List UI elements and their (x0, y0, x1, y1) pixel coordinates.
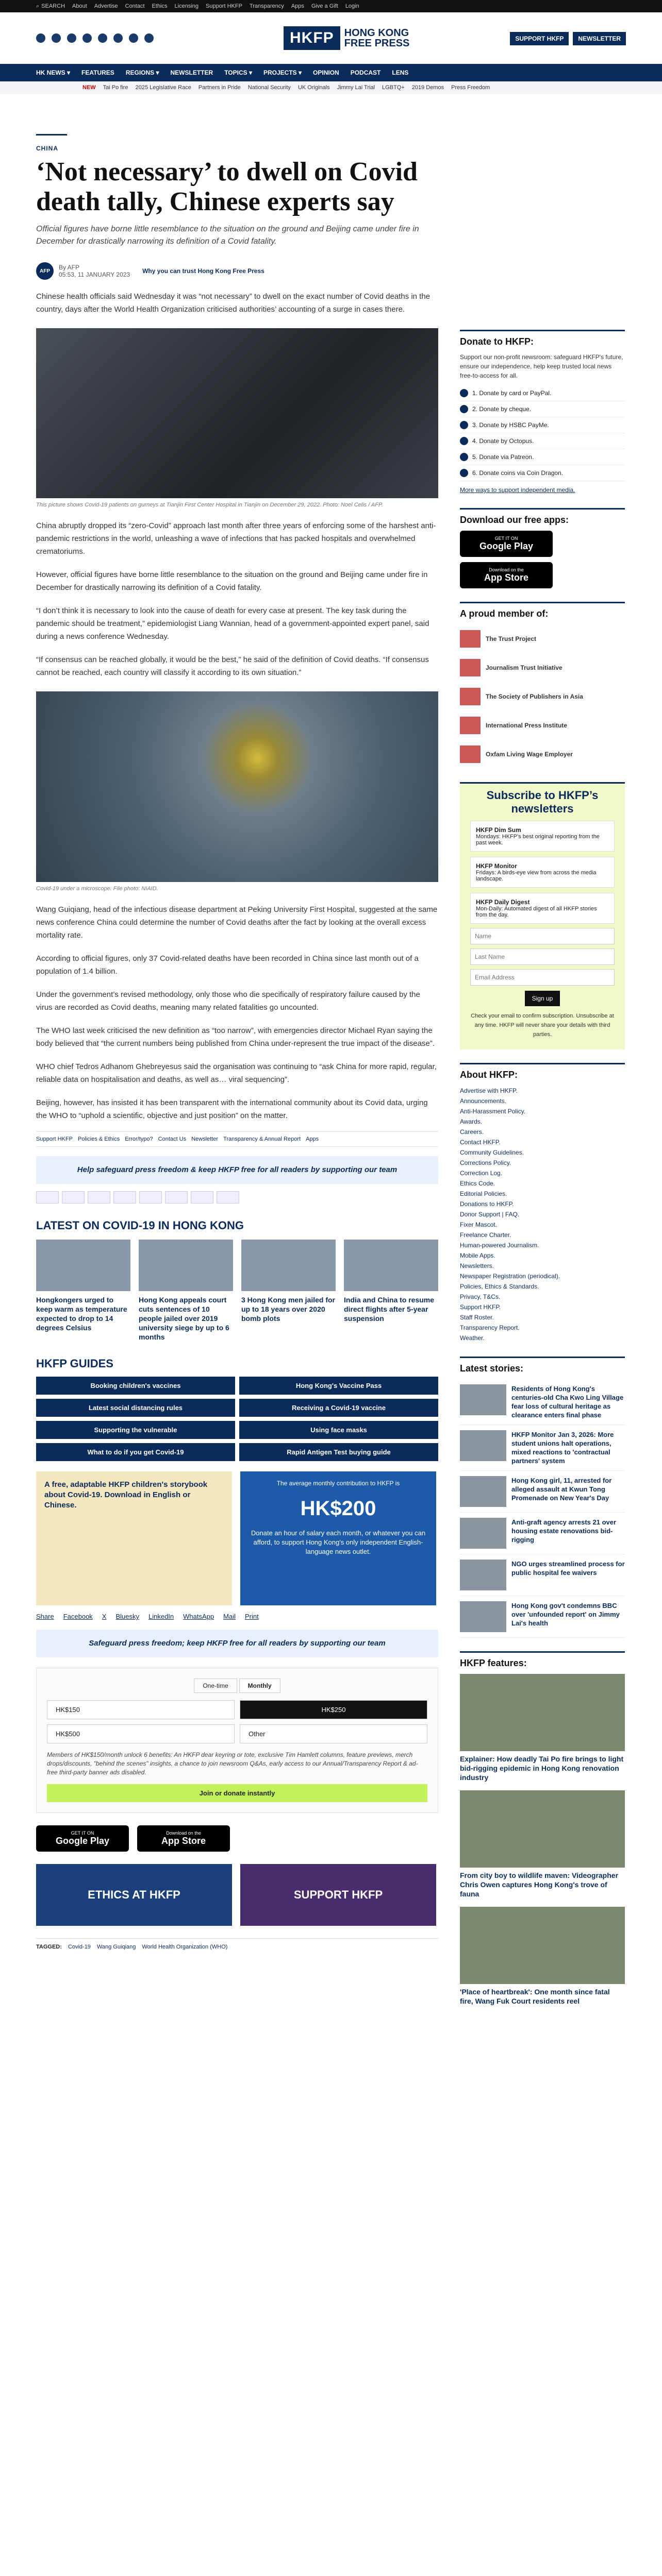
google-play-badge[interactable] (36, 1825, 129, 1852)
support-hkfp-button[interactable]: SUPPORT HKFP (510, 32, 569, 45)
option-desc: Mon-Daily: Automated digest of all HKFP stories from the day. (476, 906, 597, 918)
instagram-icon[interactable] (67, 33, 76, 43)
amount-option-selected[interactable]: HK$250 (240, 1700, 427, 1719)
patreon-icon (460, 453, 468, 461)
amount-option[interactable]: HK$500 (47, 1724, 235, 1743)
tab-monthly[interactable]: Monthly (239, 1679, 280, 1693)
x-icon[interactable] (52, 33, 61, 43)
about-link[interactable]: Contact HKFP. (460, 1139, 501, 1146)
search-link[interactable]: ⌕ SEARCH (36, 3, 65, 9)
virus-microscope-photo (36, 691, 438, 882)
topbar-link-advertise[interactable]: Advertise (94, 3, 118, 9)
member-logo[interactable]: The Trust Project (460, 624, 625, 653)
coin-icon (460, 469, 468, 477)
trending-link[interactable]: National Security (247, 84, 291, 91)
app-badges (36, 1825, 438, 1852)
story-title: Hong Kong girl, 11, arrested for alleged assault at Kwun Tong Promenade on New Year's Day (511, 1477, 612, 1502)
option-desc: Fridays: A birds-eye view from across the media landscape. (476, 870, 597, 882)
topbar-link-support[interactable]: Support HKFP (206, 3, 242, 9)
card-thumbnail (139, 1240, 233, 1291)
newsletter-option[interactable] (470, 893, 615, 924)
oxfam-logo (460, 745, 481, 763)
story-thumbnail (460, 1518, 506, 1549)
support-banner[interactable]: Help safeguard press freedom & keep HKFP free for all readers by supporting our team (36, 1156, 438, 1184)
topbar-link-ethics[interactable]: Ethics (152, 3, 168, 9)
paragraph: China abruptly dropped its “zero-Covid” approach last month after three years of enforcing some of the harshest anti-pandemic restrictions in the world, unleashing a wave of infections that has packed hospitals and overwhelmed crematoriums. (36, 521, 436, 556)
contribution-intro: The average monthly contribution to HKFP is (276, 1480, 400, 1487)
card-title: Hong Kong appeals court cuts sentences of 10 people jailed over 2019 university siege by up to 6 months (139, 1296, 229, 1341)
site-header (0, 12, 662, 64)
nav-topics[interactable]: TOPICS ▾ (224, 69, 252, 76)
guide-button[interactable]: Hong Kong's Vaccine Pass (239, 1377, 438, 1395)
nav-hk-news[interactable]: HK NEWS ▾ (36, 69, 71, 76)
latest-covid-cards (36, 1240, 438, 1342)
last-name-field[interactable] (470, 948, 615, 965)
about-link[interactable]: Community Guidelines. (460, 1149, 524, 1156)
logo-wordmark: HONG KONG FREE PRESS (344, 27, 410, 49)
new-badge: NEW (82, 84, 96, 91)
author-avatar: AFP (36, 262, 54, 280)
story-thumbnail (460, 1430, 506, 1461)
story-item[interactable] (460, 1471, 625, 1513)
cheque-icon (460, 405, 468, 413)
tags-row (36, 1938, 438, 1950)
about-link[interactable]: Advertise with HKFP. (460, 1087, 518, 1094)
topbar-link-gift[interactable]: Give a Gift (311, 3, 338, 9)
about-link[interactable]: Support HKFP. (460, 1303, 501, 1311)
about-link[interactable]: Anti-Harassment Policy. (460, 1108, 526, 1115)
features-title: HKFP features: (460, 1658, 527, 1668)
apps-widget (460, 508, 625, 588)
story-thumbnail (460, 1601, 506, 1632)
payment-methods (36, 1191, 438, 1204)
nav-projects[interactable]: PROJECTS ▾ (263, 69, 302, 76)
mastercard-icon (62, 1191, 85, 1204)
nav-podcast[interactable]: PODCAST (350, 69, 381, 76)
about-link[interactable]: Donations to HKFP. (460, 1200, 514, 1208)
story-item[interactable] (460, 1596, 625, 1638)
news-card[interactable] (344, 1240, 438, 1342)
news-card[interactable] (241, 1240, 336, 1342)
guide-button[interactable]: Using face masks (239, 1421, 438, 1439)
membership-note: Members of HK$150/month unlock 6 benefits: An HKFP dear keyring or tote, exclusive Tim Hamlett columns, feature previews, merch drops/discounts, "behind the scenes" insights, a chance to join newsroom Q&As, early access to our Annual/Transparency Report & ad-free third-party banner ads disabled. (47, 1751, 418, 1776)
memberships-widget (460, 602, 625, 769)
newsletter-button[interactable]: NEWSLETTER (573, 32, 626, 45)
trending-link[interactable]: UK Originals (297, 84, 330, 91)
trust-link[interactable]: Why you can trust Hong Kong Free Press (142, 267, 264, 275)
nav-lens[interactable]: LENS (392, 69, 409, 76)
divider (36, 134, 67, 135)
donate-title: Donate to HKFP: (460, 336, 534, 347)
about-link[interactable]: Privacy, T&Cs. (460, 1293, 501, 1300)
topbar-link-licensing[interactable]: Licensing (174, 3, 198, 9)
rss-icon[interactable] (144, 33, 154, 43)
youtube-icon[interactable] (98, 33, 107, 43)
name-field[interactable] (470, 928, 615, 944)
footer-link[interactable]: Error/typo? (125, 1136, 153, 1142)
trending-link[interactable]: Partners in Pride (198, 84, 241, 91)
story-thumbnail (460, 1560, 506, 1590)
trust-project-logo (460, 630, 481, 648)
feature-item[interactable] (460, 1674, 625, 1782)
facebook-icon[interactable] (36, 33, 45, 43)
donate-method[interactable]: 2. Donate by cheque. (460, 401, 625, 417)
feature-title: From city boy to wildlife maven: Videographer Chris Owen captures Hong Kong's trove of fauna (460, 1871, 619, 1898)
newsletter-note: Check your email to confirm subscription. Unsubscribe at any time. HKFP will never share your details with third parties. (471, 1013, 614, 1038)
about-link[interactable]: Staff Roster. (460, 1314, 494, 1321)
footer-link[interactable]: Contact Us (158, 1136, 187, 1142)
storybook-promo[interactable] (36, 1471, 232, 1605)
tag-link[interactable]: Covid-19 (68, 1944, 91, 1950)
search-icon: ⌕ (36, 3, 40, 9)
story-item[interactable] (460, 1379, 625, 1425)
member-title: A proud member of: (460, 608, 549, 619)
tags-label: TAGGED: (36, 1944, 62, 1950)
topbar-link-transparency[interactable]: Transparency (249, 3, 284, 9)
feature-image (460, 1907, 625, 1984)
card-title: Hongkongers urged to keep warm as temperature expected to drop to 14 degrees Celsius (36, 1296, 127, 1332)
feature-title: Explainer: How deadly Tai Po fire brings to light bid-rigging epidemic in Hong Kong renovation industry (460, 1755, 624, 1782)
paragraph: Wang Guiqiang, head of the infectious disease department at Peking University First Hospital, suggested at the same news conference China could determine the number of Covid deaths after the fact by looking at the overall excess mortality rate. (36, 905, 438, 940)
guide-button[interactable]: Booking children's vaccines (36, 1377, 235, 1395)
share-linkedin[interactable]: LinkedIn (148, 1613, 174, 1620)
donate-method[interactable]: 3. Donate by HSBC PayMe. (460, 417, 625, 433)
trending-bar (0, 81, 662, 94)
donate-button[interactable]: Join or donate instantly (47, 1784, 427, 1802)
about-link[interactable]: Transparency Report. (460, 1324, 520, 1331)
support-hkfp-banner[interactable]: SUPPORT HKFP (240, 1864, 436, 1926)
topbar-link-login[interactable]: Login (345, 3, 359, 9)
card-title: India and China to resume direct flights after 5-year suspension (344, 1296, 435, 1323)
ethics-banner[interactable]: ETHICS AT HKFP (36, 1864, 232, 1926)
amount-option[interactable]: HK$150 (47, 1700, 235, 1719)
site-logo[interactable] (284, 23, 411, 54)
app-store-badge[interactable] (460, 562, 553, 588)
footer-link[interactable]: Newsletter (191, 1136, 219, 1142)
photo-caption: This picture shows Covid-19 patients on gurneys at Tianjin First Center Hospital in Tianjin on December 29, 2022. Photo: Noel Celis / AFP. (36, 502, 383, 508)
share-whatsapp[interactable]: WhatsApp (183, 1613, 214, 1620)
footer-links (36, 1131, 438, 1147)
app-store-badge[interactable] (137, 1825, 230, 1852)
about-link[interactable]: Editorial Policies. (460, 1190, 507, 1197)
story-thumbnail (460, 1384, 506, 1415)
feature-title: 'Place of heartbreak': One month since fatal fire, Wang Fuk Court residents reel (460, 1988, 610, 2005)
trending-link[interactable]: Press Freedom (451, 84, 490, 91)
paragraph: According to official figures, only 37 Covid-related deaths have been recorded in China since last month out of a population of 1.4 billion. (36, 954, 419, 976)
story-title: Hong Kong gov't condemns BBC over 'unfounded report' on Jimmy Lai's health (511, 1602, 620, 1627)
nav-features[interactable]: FEATURES (81, 69, 114, 76)
hospital-photo (36, 328, 438, 498)
tab-one-time[interactable]: One-time (194, 1679, 237, 1693)
member-logo[interactable]: Oxfam Living Wage Employer (460, 740, 625, 769)
paypal-icon (113, 1191, 136, 1204)
topbar-link-apps[interactable]: Apps (291, 3, 304, 9)
about-link[interactable]: Corrections Policy. (460, 1159, 511, 1166)
publish-date: 05:53, 11 JANUARY 2023 (59, 271, 130, 278)
badge-title: Google Play (479, 541, 534, 551)
article-title: ‘Not necessary’ to dwell on Covid death tally, Chinese experts say (36, 157, 418, 216)
nav-newsletter[interactable]: NEWSLETTER (170, 69, 213, 76)
donate-method[interactable]: 4. Donate by Octopus. (460, 433, 625, 449)
card-thumbnail (344, 1240, 438, 1291)
top-utility-bar (0, 0, 662, 12)
option-name: HKFP Dim Sum (476, 826, 521, 834)
author-name[interactable]: By AFP (59, 264, 80, 271)
trending-link[interactable]: 2025 Legislative Race (135, 84, 191, 91)
ipi-logo (460, 717, 481, 734)
footer-link[interactable]: Transparency & Annual Report (223, 1136, 301, 1142)
card-thumbnail (241, 1240, 336, 1291)
badge-title: App Store (484, 572, 528, 583)
latest-covid-title: LATEST ON COVID-19 IN HONG KONG (36, 1219, 244, 1232)
byline (36, 262, 438, 280)
feature-image (460, 1674, 625, 1751)
promo-row (36, 1471, 438, 1605)
tag-link[interactable]: Wang Guiqiang (96, 1944, 136, 1950)
story-title: NGO urges streamlined process for public hospital fee waivers (511, 1560, 625, 1577)
amex-icon (88, 1191, 110, 1204)
share-facebook[interactable]: Facebook (63, 1613, 93, 1620)
about-link[interactable]: Careers. (460, 1128, 484, 1136)
main-nav (0, 64, 662, 81)
member-logo[interactable]: International Press Institute (460, 711, 625, 740)
newsletter-option[interactable] (470, 857, 615, 888)
badge-title: App Store (161, 1836, 206, 1846)
about-link[interactable]: Announcements. (460, 1097, 507, 1105)
share-x[interactable]: X (102, 1613, 107, 1620)
share-bar (36, 1613, 438, 1620)
latest-stories-widget (460, 1357, 625, 1638)
applepay-icon (191, 1191, 213, 1204)
badge-caption: Download on the (166, 1831, 201, 1836)
sopa-logo (460, 688, 481, 705)
guide-button[interactable]: Supporting the vulnerable (36, 1421, 235, 1439)
trending-link[interactable]: LGBTQ+ (382, 84, 405, 91)
share-print[interactable]: Print (244, 1613, 259, 1620)
threads-icon[interactable] (82, 33, 92, 43)
feature-image (460, 1790, 625, 1868)
about-link[interactable]: Newspaper Registration (periodical). (460, 1273, 560, 1280)
paragraph: WHO chief Tedros Adhanom Ghebreyesus said the organisation was continuing to “ask China for more rapid, regular, reliable data on hospitalisation and deaths, as well as… viral sequencing”. (36, 1062, 437, 1084)
newsletter-title: Subscribe to HKFP’s newsletters (486, 789, 599, 815)
card-thumbnail (36, 1240, 130, 1291)
about-link[interactable]: Correction Log. (460, 1170, 503, 1177)
about-link[interactable]: Freelance Charter. (460, 1231, 511, 1239)
story-title: Residents of Hong Kong's centuries-old Cha Kwo Ling Village fear loss of cultural heritage as clearance enters final phase (511, 1385, 624, 1419)
amount-other[interactable]: Other (240, 1724, 427, 1743)
bottom-banners (36, 1864, 438, 1926)
article-dek: Official figures have borne little resemblance to the situation on the ground and Beijing came under fire in December for drastically narrowing its definition of a Covid fatality. (36, 225, 419, 246)
newsletter-option[interactable] (470, 821, 615, 852)
photo-caption: Covid-19 under a microscope. File photo: NIAID. (36, 886, 158, 892)
paragraph: “If consensus can be reached globally, it would be the best,” he said of the definition of Covid deaths. “If consensus cannot be reached, each country will classify it according to its own situation.” (36, 655, 429, 677)
donate-method[interactable]: 6. Donate coins via Coin Dragon. (460, 465, 625, 481)
visa-icon (36, 1191, 59, 1204)
badge-caption: GET IT ON (494, 536, 518, 541)
support-banner-2[interactable]: Safeguard press freedom; keep HKFP free for all readers by supporting our team (36, 1630, 438, 1657)
about-link[interactable]: Human-powered Journalism. (460, 1242, 539, 1249)
payme-icon (460, 421, 468, 429)
story-title: HKFP Monitor Jan 3, 2026: More student unions halt operations, mixed reactions to 'contractual partners' system (511, 1431, 614, 1465)
features-widget (460, 1651, 625, 2006)
about-link[interactable]: Awards. (460, 1118, 483, 1125)
story-item[interactable] (460, 1425, 625, 1471)
paragraph: Beijing, however, has insisted it has been transparent with the international community about its Covid data, urging the WHO to “uphold a scientific, objective and just position” on the matter. (36, 1098, 428, 1120)
donation-widget (36, 1668, 438, 1813)
footer-link[interactable]: Apps (306, 1136, 319, 1142)
signup-button[interactable]: Sign up (525, 991, 560, 1006)
stories-title: Latest stories: (460, 1363, 524, 1374)
badge-title: Google Play (55, 1836, 110, 1846)
contribution-body: Donate an hour of salary each month, or whatever you can afford, to support Hong Kong's only independent English-language news outlet. (251, 1529, 426, 1555)
share-bluesky[interactable]: Bluesky (115, 1613, 139, 1620)
member-logo[interactable]: The Society of Publishers in Asia (460, 682, 625, 711)
story-item[interactable] (460, 1554, 625, 1596)
more-ways-link[interactable]: More ways to support independent media. (460, 486, 575, 494)
paragraph: Under the government’s revised methodology, only those who die specifically of respiratory failure caused by the virus are recorded as Covid deaths, meaning many related fatalities go uncounted. (36, 990, 420, 1012)
trending-link[interactable]: Tai Po fire (103, 84, 128, 91)
trending-link[interactable]: 2019 Demos (411, 84, 444, 91)
footer-link[interactable]: Support HKFP (36, 1136, 73, 1142)
trending-link[interactable]: Jimmy Lai Trial (337, 84, 375, 91)
article-category[interactable]: CHINA (36, 145, 58, 152)
donate-widget (460, 330, 625, 495)
option-desc: Mondays: HKFP's best original reporting from the past week. (476, 834, 600, 846)
article-body (36, 290, 438, 1122)
email-field[interactable] (470, 969, 615, 986)
octopus-icon (460, 437, 468, 445)
option-name: HKFP Daily Digest (476, 899, 530, 906)
guide-button[interactable]: Latest social distancing rules (36, 1399, 235, 1417)
story-title: Anti-graft agency arrests 21 over housing estate renovations bid-rigging (511, 1518, 617, 1544)
about-link[interactable]: Ethics Code. (460, 1180, 495, 1187)
member-logo[interactable]: Journalism Trust Initiative (460, 653, 625, 682)
contribution-promo[interactable] (240, 1471, 436, 1605)
story-item[interactable] (460, 1513, 625, 1554)
donate-method[interactable]: 5. Donate via Patreon. (460, 449, 625, 465)
nav-opinion[interactable]: OPINION (313, 69, 339, 76)
option-name: HKFP Monitor (476, 862, 517, 870)
logo-mark: HKFP (284, 26, 340, 50)
card-icon (460, 389, 468, 397)
feature-item[interactable] (460, 1907, 625, 2006)
card-title: 3 Hong Kong men jailed for up to 18 years over 2020 bomb plots (241, 1296, 336, 1323)
footer-link[interactable]: Policies & Ethics (77, 1136, 120, 1142)
contribution-amount: HK$200 (300, 1497, 376, 1520)
paragraph: “I don’t think it is necessary to look into the cause of death for every case at present. The key task during the pandemic should be treatment,” epidemiologist Liang Wannian, head of a government-appointed expert panel, said during a news conference Wednesday. (36, 606, 429, 641)
guides-grid (36, 1377, 438, 1461)
share-mail[interactable]: Mail (223, 1613, 236, 1620)
jti-logo (460, 659, 481, 676)
topbar-link-about[interactable]: About (72, 3, 87, 9)
share-label: Share (36, 1613, 54, 1620)
sidebar (460, 330, 625, 2019)
apps-title: Download our free apps: (460, 515, 569, 525)
payme-icon (139, 1191, 162, 1204)
telegram-icon[interactable] (129, 33, 138, 43)
news-card[interactable] (139, 1240, 233, 1342)
newsletter-widget (460, 782, 625, 1049)
story-thumbnail (460, 1476, 506, 1507)
linkedin-icon[interactable] (113, 33, 123, 43)
paragraph: The WHO last week criticised the new definition as “too narrow”, with emergencies director Michael Ryan saying the body believed that “the current numbers being published from China under-represent the true impact of the disease”. (36, 1026, 435, 1048)
badge-caption: GET IT ON (71, 1831, 94, 1836)
googlepay-icon (217, 1191, 239, 1204)
guides-title: HKFP GUIDES (36, 1357, 113, 1370)
about-link[interactable]: Donor Support | FAQ. (460, 1211, 520, 1218)
donate-method[interactable]: 1. Donate by card or PayPal. (460, 385, 625, 401)
about-title: About HKFP: (460, 1070, 518, 1080)
topbar-link-contact[interactable]: Contact (125, 3, 145, 9)
about-link[interactable]: Newsletters. (460, 1262, 494, 1269)
social-icons (36, 33, 154, 43)
google-play-badge[interactable] (460, 531, 553, 557)
badge-caption: Download on the (489, 567, 524, 572)
news-card[interactable] (36, 1240, 130, 1342)
paragraph: However, official figures have borne little resemblance to the situation on the ground and Beijing came under fire in December for drastically narrowing its definition of a Covid fatality. (36, 570, 428, 592)
about-link[interactable]: Mobile Apps. (460, 1252, 495, 1259)
nav-regions[interactable]: REGIONS ▾ (125, 69, 159, 76)
about-link[interactable]: Weather. (460, 1334, 485, 1342)
tag-link[interactable]: World Health Organization (WHO) (142, 1944, 228, 1950)
guide-button[interactable]: Receiving a Covid-19 vaccine (239, 1399, 438, 1417)
feature-item[interactable] (460, 1790, 625, 1899)
guide-button[interactable]: What to do if you get Covid-19 (36, 1443, 235, 1461)
about-link[interactable]: Policies, Ethics & Standards. (460, 1283, 539, 1290)
storybook-text: A free, adaptable HKFP children's storybook about Covid-19. Download in English or Chinese. (44, 1480, 208, 1510)
about-widget (460, 1063, 625, 1343)
donate-text: Support our non-profit newsroom: safeguard HKFP's future, ensure our independence, help keep trusted local news free-to-access for all. (460, 353, 623, 379)
octopus-icon (165, 1191, 188, 1204)
guide-button[interactable]: Rapid Antigen Test buying guide (239, 1443, 438, 1461)
paragraph: Chinese health officials said Wednesday it was “not necessary” to dwell on the exact number of Covid deaths in the country, days after the World Health Organization criticised authorities’ accounting of a surge in cases there. (36, 292, 431, 314)
article (36, 134, 438, 1950)
about-link[interactable]: Fixer Mascot. (460, 1221, 498, 1228)
